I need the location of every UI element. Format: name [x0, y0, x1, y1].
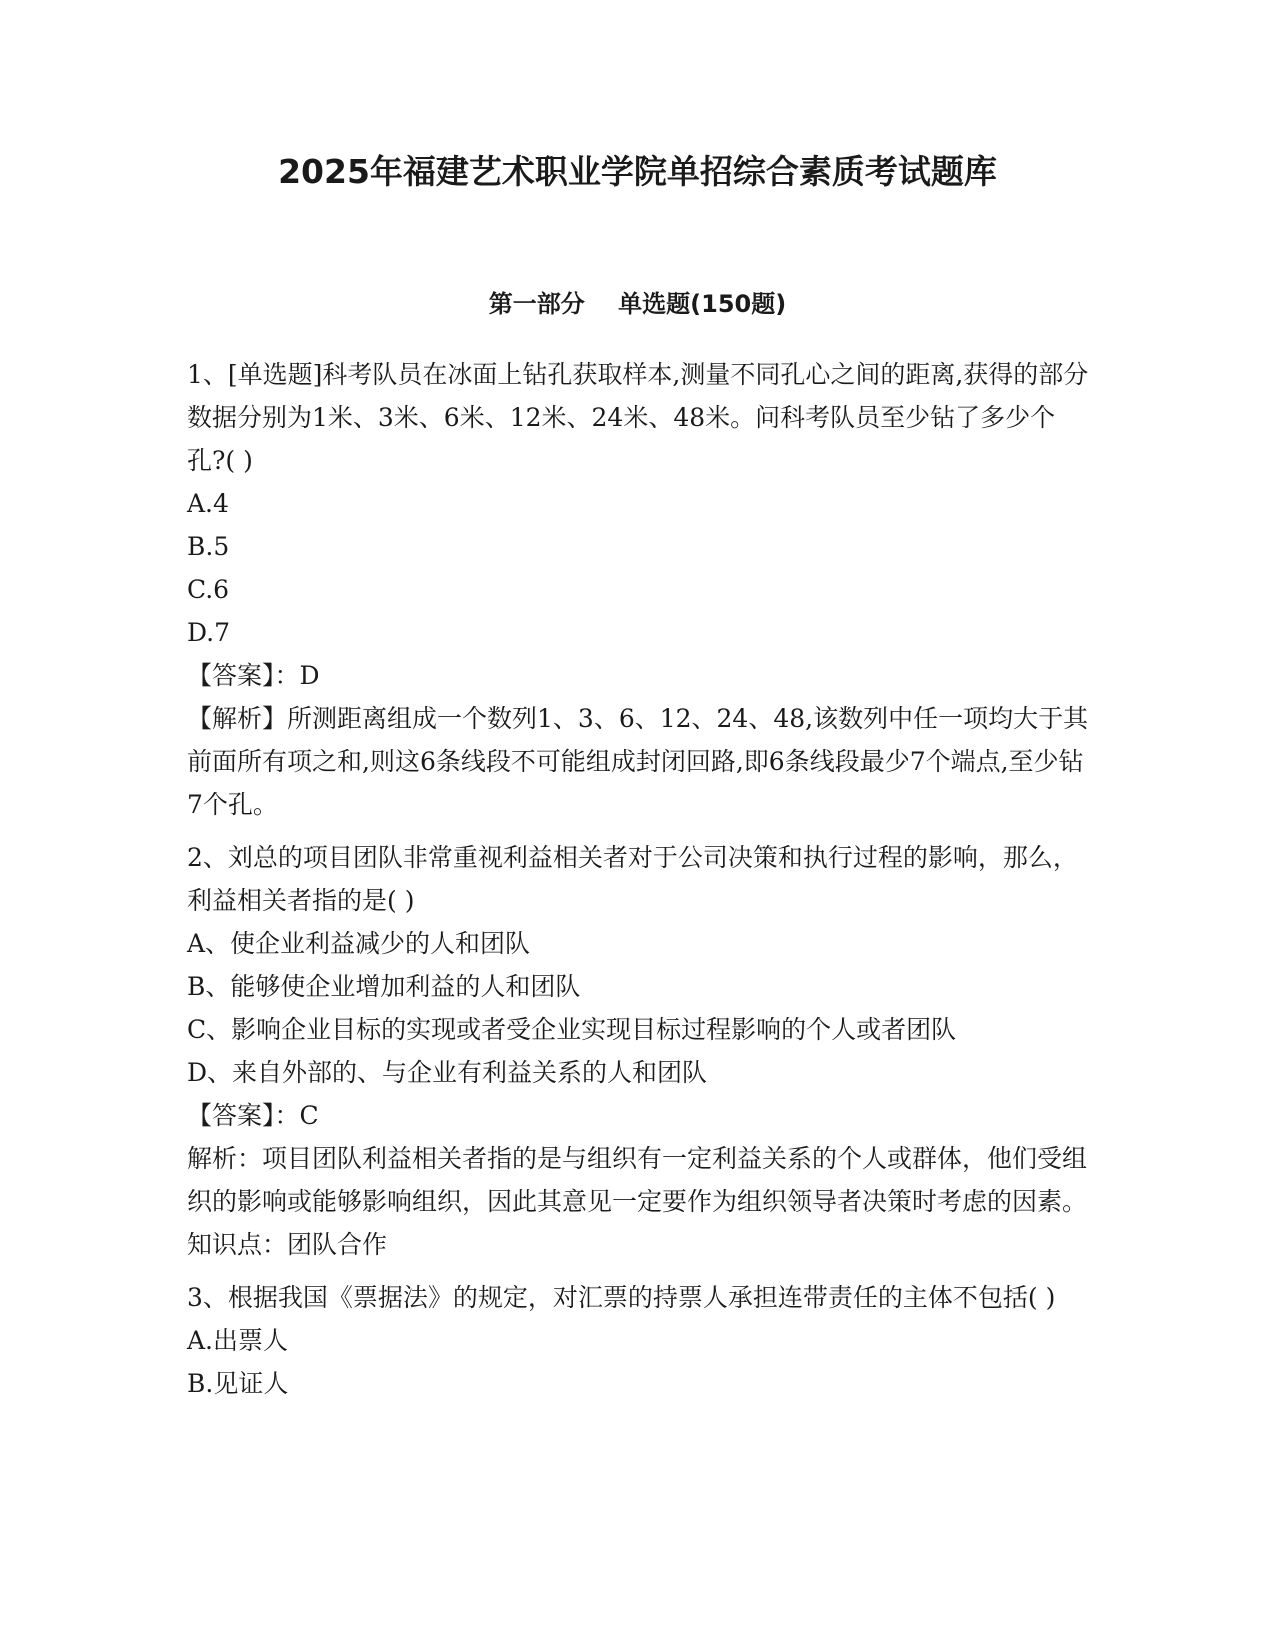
- question-stem: 3、根据我国《票据法》的规定，对汇票的持票人承担连带责任的主体不包括( ): [187, 1283, 1056, 1312]
- question-1: [187, 353, 1092, 826]
- question-stem: 1、[单选题]科考队员在冰面上钻孔获取样本,测量不同孔心之间的距离,获得的部分数据分别为1米、3米、6米、12米、24米、48米。问科考队员至少钻了多少个孔?( ): [187, 360, 1089, 475]
- answer-line: 【答案】：C: [187, 1101, 319, 1130]
- document-title: 2025年福建艺术职业学院单招综合素质考试题库: [278, 152, 997, 191]
- question-2: [187, 836, 1092, 1266]
- option-a: A.4: [187, 489, 229, 518]
- answer-line: 【答案】：D: [187, 661, 320, 690]
- option-b: B.5: [187, 532, 230, 561]
- option-a: A.出票人: [187, 1326, 289, 1355]
- option-d: D.7: [187, 618, 231, 647]
- option-c: C.6: [187, 575, 230, 604]
- option-c: C、影响企业目标的实现或者受企业实现目标过程影响的个人或者团队: [187, 1015, 957, 1044]
- question-list: [187, 353, 1092, 1405]
- option-a: A、使企业利益减少的人和团队: [187, 929, 531, 958]
- option-d: D、来自外部的、与企业有利益关系的人和团队: [187, 1058, 708, 1087]
- section-heading: 第一部分 单选题(150题): [488, 290, 787, 318]
- analysis-text: 【解析】所测距离组成一个数列1、3、6、12、24、48,该数列中任一项均大于其前面所有项之和,则这6条线段不可能组成封闭回路,即6条线段最少7个端点,至少钻7个孔。: [187, 704, 1089, 819]
- question-3: [187, 1276, 1092, 1405]
- option-b: B、能够使企业增加利益的人和团队: [187, 972, 581, 1001]
- option-b: B.见证人: [187, 1369, 289, 1398]
- analysis-text: 解析：项目团队利益相关者指的是与组织有一定利益关系的个人或群体，他们受组织的影响或能够影响组织，因此其意见一定要作为组织领导者决策时考虑的因素。知识点：团队合作: [187, 1144, 1088, 1259]
- question-stem: 2、刘总的项目团队非常重视利益相关者对于公司决策和执行过程的影响，那么，利益相关者指的是( ): [187, 843, 1078, 915]
